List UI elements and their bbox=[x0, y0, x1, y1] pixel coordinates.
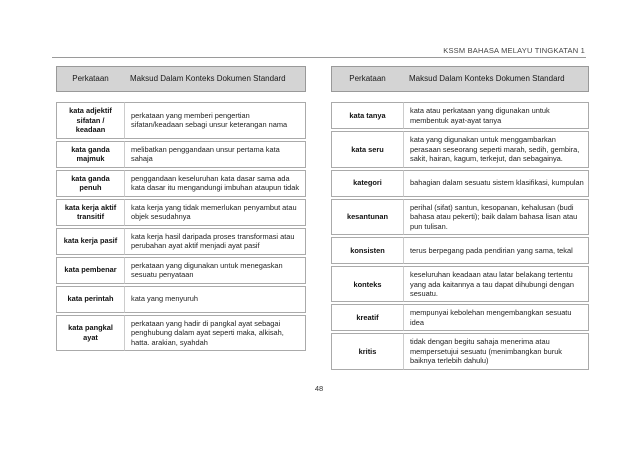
term-cell: kata kerja aktif transitif bbox=[56, 199, 124, 226]
term-cell: konsisten bbox=[331, 237, 403, 264]
table-header-row bbox=[331, 66, 589, 92]
definition-cell: mempunyai kebolehan mengembangkan sesuatu idea bbox=[403, 304, 589, 331]
column-header-term: Perkataan bbox=[56, 66, 124, 92]
table-row bbox=[56, 199, 306, 226]
table-row bbox=[56, 102, 306, 138]
term-cell: kata tanya bbox=[331, 102, 403, 129]
definition-cell: perkataan yang memberi pengertian sifatan/keadaan sebagi unsur keterangan nama bbox=[124, 102, 306, 138]
term-cell: kata perintah bbox=[56, 286, 124, 313]
term-cell: kritis bbox=[331, 333, 403, 369]
column-header-term: Perkataan bbox=[331, 66, 403, 92]
document-header: KSSM BAHASA MELAYU TINGKATAN 1 bbox=[443, 46, 585, 55]
table-row bbox=[331, 266, 589, 302]
term-cell: kata ganda majmuk bbox=[56, 141, 124, 168]
definition-cell: keseluruhan keadaan atau latar belakang tertentu yang ada kaitannya a tau dapat dihubungi dengan sesuatu. bbox=[403, 266, 589, 302]
table-row bbox=[56, 257, 306, 284]
table-row bbox=[331, 131, 589, 167]
term-cell: kata adjektif sifatan / keadaan bbox=[56, 102, 124, 138]
table-header-row bbox=[56, 66, 306, 92]
definition-cell: terus berpegang pada pendirian yang sama, tekal bbox=[403, 237, 589, 264]
definition-cell: kata atau perkataan yang digunakan untuk membentuk ayat-ayat tanya bbox=[403, 102, 589, 129]
definition-cell: bahagian dalam sesuatu sistem klasifikasi, kumpulan bbox=[403, 170, 589, 197]
page-number: 48 bbox=[314, 384, 324, 393]
definition-cell: kata yang digunakan untuk menggambarkan perasaan seseorang seperti marah, sedih, gembira, sakit, hairan, kagum, terkejut, dan sebagainya. bbox=[403, 131, 589, 167]
table-row bbox=[56, 228, 306, 255]
table-row bbox=[56, 170, 306, 197]
table-row bbox=[56, 286, 306, 313]
definition-cell: penggandaan keseluruhan kata dasar sama ada kata dasar itu mengandungi imbuhan ataupun tidak bbox=[124, 170, 306, 197]
table-row bbox=[331, 304, 589, 331]
term-cell: konteks bbox=[331, 266, 403, 302]
term-cell: kata pembenar bbox=[56, 257, 124, 284]
definition-cell: kata kerja yang tidak memerlukan penyambut atau objek sesudahnya bbox=[124, 199, 306, 226]
table-row bbox=[56, 141, 306, 168]
definition-cell: perihal (sifat) santun, kesopanan, kehalusan (budi bahasa atau pekerti); baik dalam bahasa lisan atau pun tulisan. bbox=[403, 199, 589, 235]
term-cell: kategori bbox=[331, 170, 403, 197]
table-row bbox=[331, 199, 589, 235]
term-cell: kreatif bbox=[331, 304, 403, 331]
table-row bbox=[56, 315, 306, 351]
glossary-table-left bbox=[56, 64, 306, 353]
definition-cell: kata yang menyuruh bbox=[124, 286, 306, 313]
column-header-definition: Maksud Dalam Konteks Dokumen Standard bbox=[403, 66, 589, 92]
table-row bbox=[331, 237, 589, 264]
term-cell: kata kerja pasif bbox=[56, 228, 124, 255]
table-row bbox=[331, 333, 589, 369]
glossary-table-right bbox=[331, 64, 589, 372]
term-cell: kesantunan bbox=[331, 199, 403, 235]
definition-cell: perkataan yang digunakan untuk menegaskan sesuatu penyataan bbox=[124, 257, 306, 284]
column-header-definition: Maksud Dalam Konteks Dokumen Standard bbox=[124, 66, 306, 92]
table-row bbox=[331, 170, 589, 197]
definition-cell: kata kerja hasil daripada proses transformasi atau perubahan ayat aktif menjadi ayat pasif bbox=[124, 228, 306, 255]
term-cell: kata seru bbox=[331, 131, 403, 167]
term-cell: kata pangkal ayat bbox=[56, 315, 124, 351]
header-rule bbox=[52, 57, 586, 58]
definition-cell: melibatkan penggandaan unsur pertama kata sahaja bbox=[124, 141, 306, 168]
term-cell: kata ganda penuh bbox=[56, 170, 124, 197]
definition-cell: perkataan yang hadir di pangkal ayat sebagai penghubung dalam ayat seperti maka, alkisah, hatta. arakian, syahdah bbox=[124, 315, 306, 351]
table-row bbox=[331, 102, 589, 129]
definition-cell: tidak dengan begitu sahaja menerima atau mempersetujui sesuatu (menimbangkan buruk baiknya terlebih dahulu) bbox=[403, 333, 589, 369]
